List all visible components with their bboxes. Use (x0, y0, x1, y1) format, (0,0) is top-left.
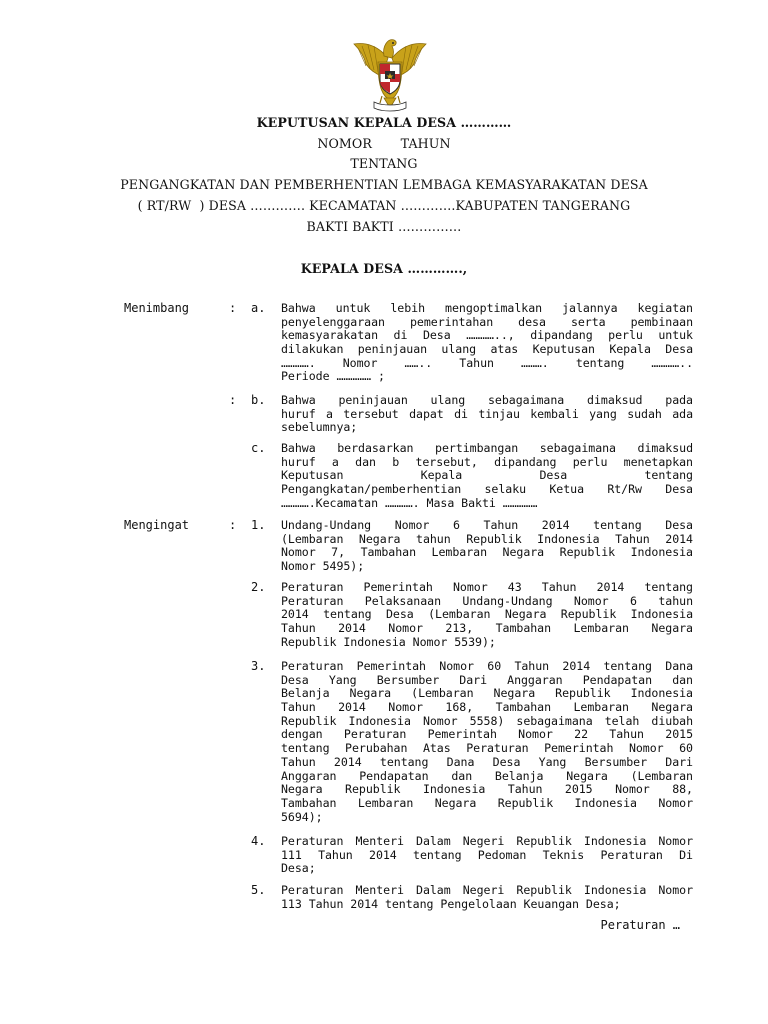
text-line: kemasyarakatan di Desa ………….., dipandang perlu untuk (281, 329, 693, 343)
mengingat-item-marker: 4. (251, 834, 266, 848)
menimbang-item-marker: b. (251, 393, 266, 407)
text-line: ………….Kecamatan …………. Masa Bakti …………… (281, 496, 538, 510)
tentang-heading: TENTANG (350, 156, 418, 171)
text-line: Tahun 2014 tentang Dana Desa Yang Bersumber Dari (281, 755, 693, 769)
text-line: 113 Tahun 2014 tentang Pengelolaan Keuangan Desa; (281, 897, 621, 911)
text-line: Bahwa untuk lebih mengoptimalkan jalannya kegiatan (281, 302, 693, 315)
text-line: Nomor 7, Tambahan Lembaran Negara Republik Indonesia (281, 546, 693, 560)
menimbang-item-marker: a. (251, 301, 266, 315)
mengingat-colon: : (229, 518, 237, 532)
menimbang-item-text (281, 442, 693, 510)
text-line: 111 Tahun 2014 tentang Pedoman Teknis Peraturan Di (281, 848, 693, 862)
text-line: Tambahan Lembaran Negara Republik Indonesia Nomor (281, 796, 693, 810)
menimbang-item-text (281, 302, 693, 384)
text-line: Pengangkatan/pemberhentian selaku Ketua Rt/Rw Desa (281, 483, 693, 497)
text-line: Republik Indonesia Nomor 5539); (281, 635, 496, 649)
menimbang-item-text (281, 394, 693, 435)
mengingat-item-text (281, 835, 693, 876)
text-line: penyelenggaraan pemerintahan desa serta pembinaan (281, 315, 693, 329)
text-line: Nomor 5495); (281, 560, 365, 574)
mengingat-item-marker: 3. (251, 659, 266, 673)
subject-line-1: PENGANGKATAN DAN PEMBERHENTIAN LEMBAGA KEMASYARAKATAN DESA (120, 177, 648, 192)
text-line: Peraturan Pemerintah Nomor 60 Tahun 2014 tentang Dana (281, 660, 693, 673)
issuer-heading: KEPALA DESA …………., (300, 261, 468, 276)
mengingat-item-text (281, 519, 693, 574)
continuation-text: Peraturan … (600, 918, 680, 932)
text-line: huruf a tersebut dapat di tinjau kembali yang sudah ada (281, 407, 693, 421)
mengingat-item-marker: 5. (251, 883, 266, 897)
menimbang-item-marker: c. (251, 441, 266, 455)
subject-line-2: ( RT/RW ) DESA …………. KECAMATAN ………….KABUPATEN TANGERANG (137, 198, 631, 213)
mengingat-item-marker: 1. (251, 518, 266, 532)
text-line: Keputusan Kepala Desa tentang (281, 469, 693, 483)
mengingat-item-text (281, 884, 693, 911)
text-line: Bahwa peninjauan ulang sebagaimana dimaksud pada (281, 394, 693, 407)
text-line: dilakukan peninjauan ulang atas Keputusan Kepala Desa (281, 343, 693, 357)
text-line: Peraturan Pelaksanaan Undang-Undang Nomor 6 tahun (281, 594, 693, 608)
text-line: huruf a dan b tersebut, dipandang perlu menetapkan (281, 455, 693, 469)
text-line: Undang-Undang Nomor 6 Tahun 2014 tentang Desa (281, 519, 693, 532)
nomor-tahun-line: NOMOR TAHUN (317, 136, 451, 151)
mengingat-item-marker: 2. (251, 580, 266, 594)
mengingat-item-text (281, 660, 693, 824)
text-line: Peraturan Menteri Dalam Negeri Republik Indonesia Nomor (281, 884, 693, 897)
text-line: Anggaran Pendapatan dan Belanja Negara (Lembaran (281, 769, 693, 783)
text-line: Desa Yang Bersumber Dari Anggaran Pendapatan dan (281, 673, 693, 687)
menimbang-item-colon: : (229, 393, 237, 407)
menimbang-colon: : (229, 301, 237, 315)
text-line: Belanja Negara (Lembaran Negara Republik Indonesia (281, 687, 693, 701)
text-line: Tahun 2014 Nomor 213, Tambahan Lembaran Negara (281, 622, 693, 636)
mengingat-label: Mengingat (124, 518, 190, 532)
mengingat-item-text (281, 581, 693, 649)
subject-line-3: BAKTI BAKTI …………… (306, 219, 462, 234)
text-line: Bahwa berdasarkan pertimbangan sebagaimana dimaksud (281, 442, 693, 455)
text-line: 2014 tentang Desa (Lembaran Negara Republik Indonesia (281, 608, 693, 622)
text-line: (Lembaran Negara tahun Republik Indonesia Tahun 2014 (281, 532, 693, 546)
text-line: Tahun 2014 Nomor 168, Tambahan Lembaran Negara (281, 701, 693, 715)
menimbang-label: Menimbang (124, 301, 190, 315)
text-line: Negara Republik Indonesia Tahun 2015 Nomor 88, (281, 783, 693, 797)
text-line: Republik Indonesia Nomor 5558) sebagaimana telah diubah (281, 714, 693, 728)
text-line: …………. Nomor …….. Tahun ………. tentang ………….. (281, 356, 693, 370)
text-line: Peraturan Pemerintah Nomor 43 Tahun 2014 tentang (281, 581, 693, 594)
garuda-emblem-icon (352, 36, 428, 114)
decree-title: KEPUTUSAN KEPALA DESA ………… (256, 115, 512, 130)
text-line: dengan Peraturan Pemerintah Nomor 22 Tahun 2015 (281, 728, 693, 742)
text-line: sebelumnya; (281, 421, 358, 435)
text-line: Desa; (281, 862, 316, 876)
text-line: Periode …………… ; (281, 370, 385, 384)
text-line: Peraturan Menteri Dalam Negeri Republik Indonesia Nomor (281, 835, 693, 848)
text-line: 5694); (281, 810, 323, 824)
text-line: tentang Perubahan Atas Peraturan Pemerintah Nomor 60 (281, 742, 693, 756)
